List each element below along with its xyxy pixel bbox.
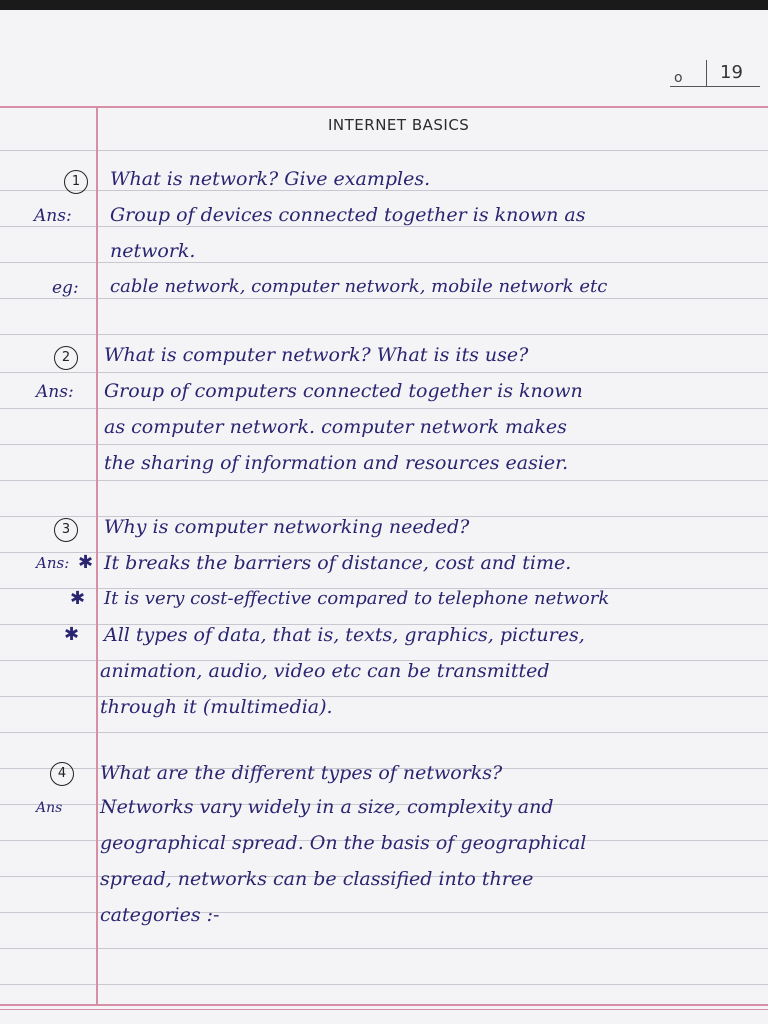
answer-2-line-2: as computer network. computer network makes	[104, 416, 567, 438]
question-4: What are the different types of networks?	[100, 762, 503, 784]
page-number-box: o 19	[670, 60, 760, 87]
ruled-line	[0, 408, 768, 409]
answer-label-3: Ans:	[36, 554, 70, 572]
ruled-line	[0, 334, 768, 335]
question-3: Why is computer networking needed?	[104, 516, 470, 538]
answer-4-line-4: categories :-	[100, 904, 220, 926]
example-1: cable network, computer network, mobile network etc	[110, 276, 608, 297]
ruled-line	[0, 150, 768, 151]
answer-1-line-2: network.	[110, 240, 196, 262]
answer-2-line-3: the sharing of information and resources easier.	[104, 452, 569, 474]
answer-4-line-1: Networks vary widely in a size, complexity and	[100, 796, 554, 818]
answer-label-2: Ans:	[36, 382, 74, 402]
page-number: 19	[720, 62, 743, 83]
question-number-3: 3	[54, 518, 78, 542]
page-title: INTERNET BASICS	[328, 116, 470, 134]
ruled-line	[0, 948, 768, 949]
margin-line	[96, 108, 98, 1004]
notebook-page	[0, 10, 768, 1024]
answer-label-4: Ans	[36, 800, 63, 816]
ruled-line	[0, 480, 768, 481]
answer-4-line-2: geographical spread. On the basis of geographical	[100, 832, 587, 854]
example-label: eg:	[52, 278, 79, 298]
ruled-line	[0, 298, 768, 299]
bullet-star-icon: ✱	[64, 624, 80, 645]
question-1: What is network? Give examples.	[110, 168, 431, 190]
answer-label-1: Ans:	[34, 206, 72, 226]
footer-rule	[0, 1009, 768, 1010]
footer-rule	[0, 1004, 768, 1006]
question-number-4: 4	[50, 762, 74, 786]
ruled-line	[0, 262, 768, 263]
ruled-line	[0, 984, 768, 985]
ruled-line	[0, 732, 768, 733]
answer-1-line-1: Group of devices connected together is known as	[110, 204, 586, 226]
header-rule	[0, 106, 768, 108]
ruled-line	[0, 190, 768, 191]
answer-3-point-3-line-2: animation, audio, video etc can be transmitted	[100, 660, 550, 682]
answer-2-line-1: Group of computers connected together is known	[104, 380, 583, 402]
ruled-line	[0, 444, 768, 445]
answer-3-point-3-line-1: All types of data, that is, texts, graphics, pictures,	[104, 624, 585, 646]
ruled-line	[0, 372, 768, 373]
question-number-1: 1	[64, 170, 88, 194]
answer-4-line-3: spread, networks can be classified into three	[100, 868, 534, 890]
top-edge	[0, 0, 768, 10]
answer-3-point-3-line-3: through it (multimedia).	[100, 696, 333, 718]
answer-3-point-2: It is very cost-effective compared to telephone network	[104, 588, 610, 609]
ruled-line	[0, 226, 768, 227]
question-number-2: 2	[54, 346, 78, 370]
bullet-star-icon: ✱	[70, 588, 86, 609]
bullet-star-icon: ✱	[78, 552, 94, 573]
answer-3-point-1: It breaks the barriers of distance, cost and time.	[104, 552, 572, 574]
question-2: What is computer network? What is its use?	[104, 344, 529, 366]
